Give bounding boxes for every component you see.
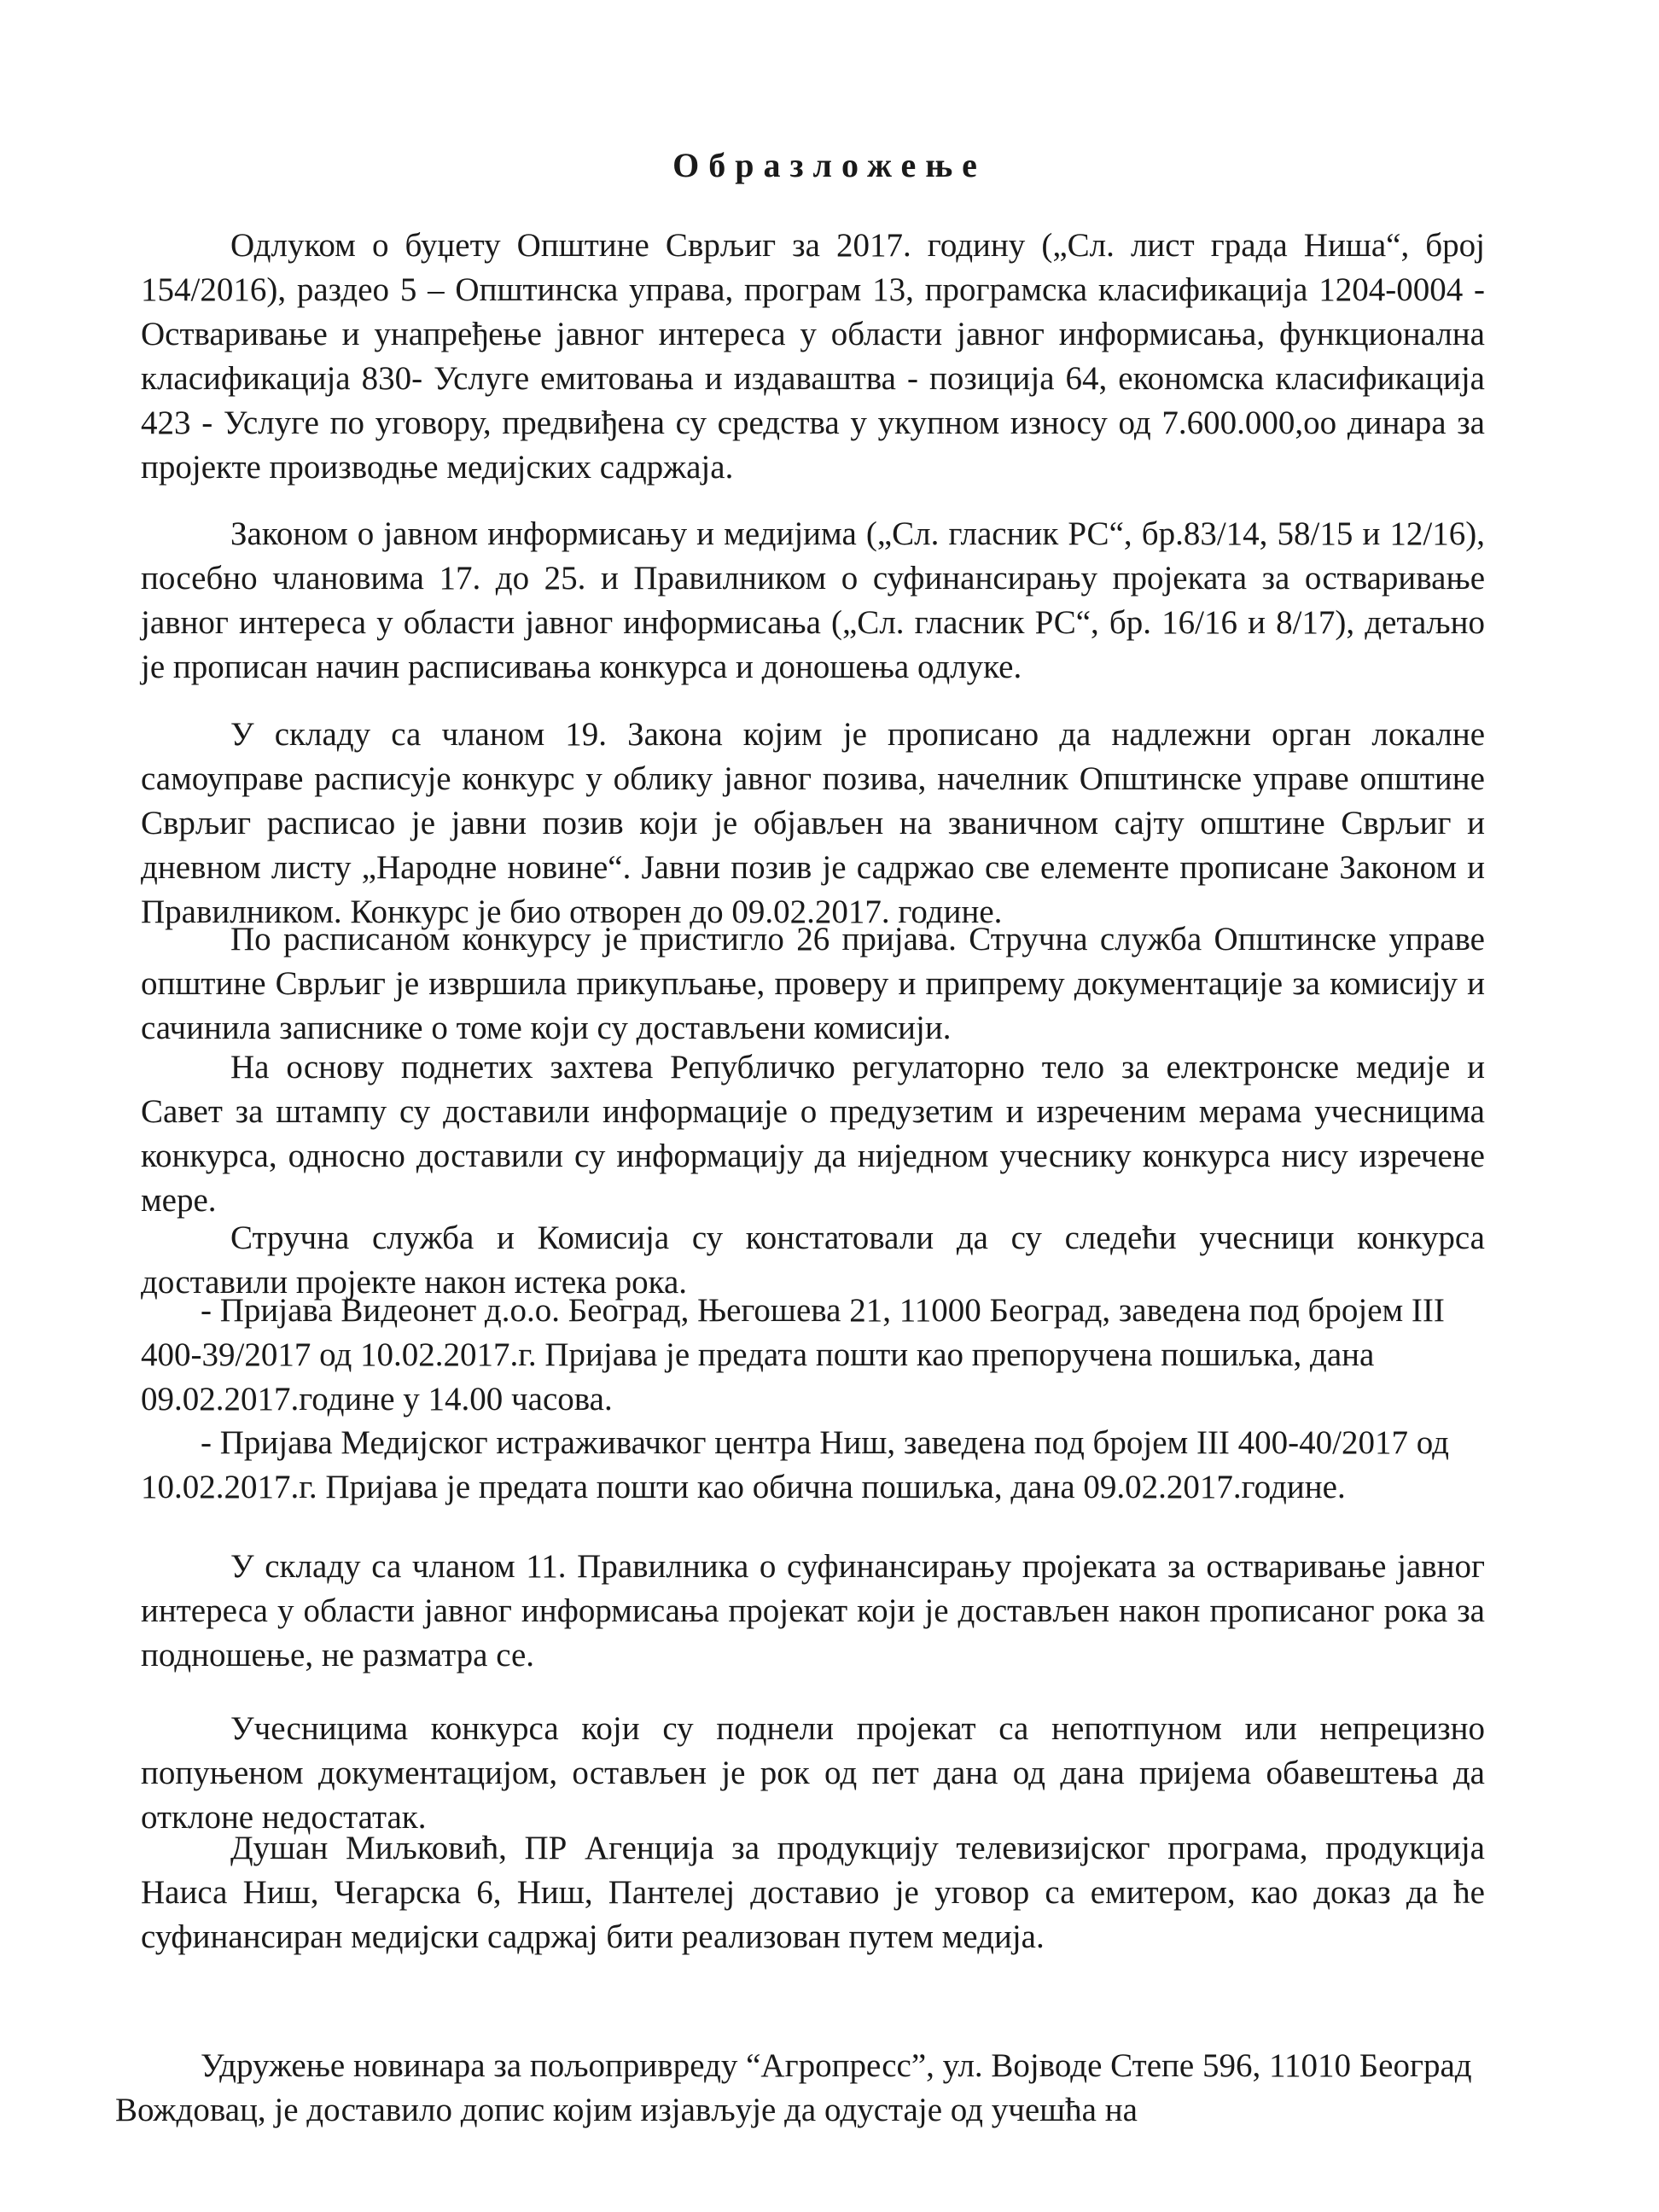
paragraph-regulatory-info: На основу поднетих захтева Републичко регулаторно тело за електронске медије и Савет за штампу су доставили информације о предузетим и изреченим мерама учесницима конкурса, односно доставили су информацију да ниједном учеснику конкурса нису изречене мере. (141, 1049, 1485, 1219)
paragraph-public-call: У складу са чланом 19. Закона којим је прописано да надлежни орган локалне самоуправе расписује конкурс у облику јавног позива, начелник Општинске управе општине Сврљиг расписао је јавни позив који је објављен на званичном сајту општине Сврљиг и дневном листу „Народне новине“. Јавни позив је садржао све елементе прописане Законом и Правилником. Конкурс је био отворен до 09.02.2017. године. (141, 716, 1485, 930)
paragraph-incomplete-documents: Учесницима конкурса који су поднели пројекат са непотпуном или непрецизно попуњеном документацијом, остављен је рок од пет дана од дана пријема обавештења да отклоне недостатак. (141, 1710, 1485, 1836)
paragraph-late-application-2: - Пријава Медијског истраживачког центра Ниш, заведена под бројем III 400-40/2017 од 10.02.2017.г. Пријава је предата пошти као обична пошиљка, дана 09.02.2017.године. (141, 1424, 1449, 1505)
document-title: Образложење (672, 146, 987, 184)
paragraph-late-submissions: Стручна служба и Комисија су констатовали да су следећи учесници конкурса доставили пројекте након истека рока. (141, 1220, 1485, 1301)
paragraph-law: Законом о јавном информисању и медијима („Сл. гласник РС“, бр.83/14, 58/15 и 12/16), посебно члановима 17. до 25. и Правилником о суфинансирању пројеката за остваривање јавног интереса у области јавног информисања („Сл. гласник РС“, бр. 16/16 и 8/17), детаљно је прописан начин расписивања конкурса и доношења одлуке. (141, 515, 1485, 685)
paragraph-contract-broadcaster: Душан Миљковић, ПР Агенција за продукцију телевизијског програма, продукција Наиса Ниш, Чегарска 6, Ниш, Пантелеј доставио је уговор са емитером, као доказ да ће суфинансиран медијски садржај бити реализован путем медија. (141, 1830, 1485, 1955)
paragraph-late-application-1: - Пријава Видеонет д.о.о. Београд, Његошева 21, 11000 Београд, заведена под бројем III 400-39/2017 од 10.02.2017.г. Пријава је предата пошти као препоручена пошиљка, дана 09.02.2017.године у 14.00 часова. (141, 1292, 1445, 1417)
paragraph-withdrawal: Удружење новинара за пољопривреду “Агропресс”, ул. Војводе Степе 596, 11010 Београд Вождовац, је доставило допис којим изјављује да одустаје од учешћа на (115, 2047, 1472, 2128)
paragraph-budget: Одлуком о буџету Општине Сврљиг за 2017. годину („Сл. лист града Ниша“, број 154/2016), раздео 5 – Општинска управа, програм 13, програмска класификација 1204-0004 - Остваривање и унапређење јавног интереса у области јавног информисања, функционална класификација 830- Услуге емитовања и издаваштва - позиција 64, економска класификација 423 - Услуге по уговору, предвиђена су средства у укупном износу од 7.600.000,оо динара за пројекте производње медијских садржаја. (141, 227, 1485, 486)
paragraph-article-11: У складу са чланом 11. Правилника о суфинансирању пројеката за остваривање јавног интереса у области јавног информисања пројекат који је достављен након прописаног рока за подношење, не разматра се. (141, 1548, 1485, 1674)
paragraph-applications: По расписаном конкурсу је пристигло 26 пријава. Стручна служба Општинске управе општине Сврљиг је извршила прикупљање, проверу и припрему документације за комисију и сачинила записнике о томе који су достављени комисији. (141, 921, 1485, 1046)
